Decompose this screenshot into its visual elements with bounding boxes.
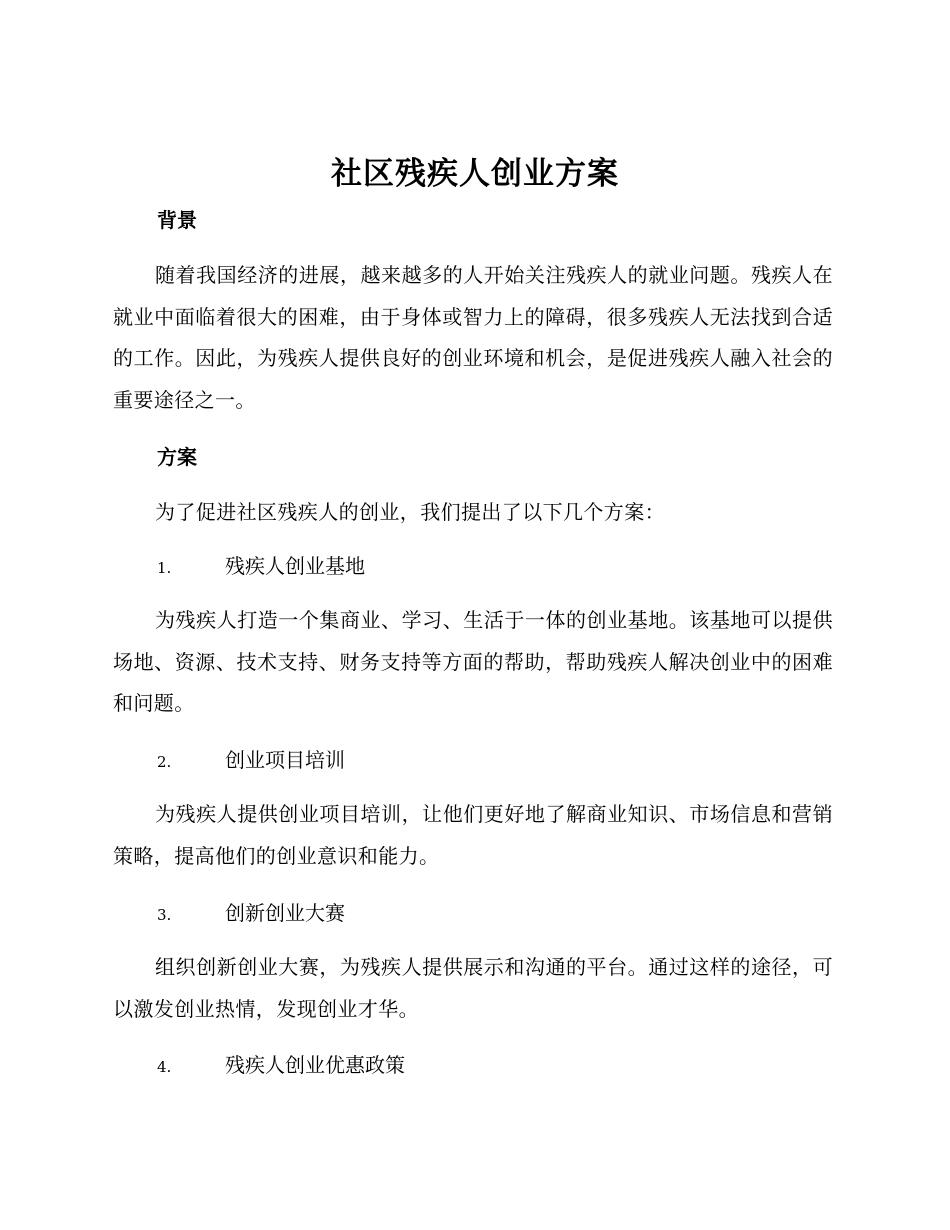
list-item-1 [157,552,365,582]
list-item-title: 创新创业大赛 [225,901,345,925]
list-item-title: 残疾人创业优惠政策 [225,1053,405,1077]
section-heading-plan: 方案 [157,445,197,469]
list-item-3-paragraph: 组织创新创业大赛，为残疾人提供展示和沟通的平台。通过这样的途径，可以激发创业热情，发现创业才华。 [113,955,833,1021]
list-item-number: 2. [157,753,172,771]
document-title: 社区残疾人创业方案 [331,156,619,192]
list-item-4 [157,1051,405,1081]
list-item-number: 3. [157,906,172,924]
list-item-title: 创业项目培训 [225,748,345,772]
background-paragraph: 随着我国经济的进展，越来越多的人开始关注残疾人的就业问题。残疾人在就业中面临着很大的困难，由于身体或智力上的障碍，很多残疾人无法找到合适的工作。因此，为残疾人提供良好的创业环境和机会，是促进残疾人融入社会的重要途径之一。 [113,263,833,412]
section-heading-background: 背景 [157,208,197,232]
list-item-2-paragraph: 为残疾人提供创业项目培训，让他们更好地了解商业知识、市场信息和营销策略，提高他们的创业意识和能力。 [113,802,833,868]
list-item-number: 1. [157,559,172,577]
plan-intro-paragraph: 为了促进社区残疾人的创业，我们提出了以下几个方案： [155,500,665,524]
list-item-3 [157,899,345,929]
list-item-2 [157,746,345,776]
list-item-1-paragraph: 为残疾人打造一个集商业、学习、生活于一体的创业基地。该基地可以提供场地、资源、技术支持、财务支持等方面的帮助，帮助残疾人解决创业中的困难和问题。 [113,608,833,715]
list-item-title: 残疾人创业基地 [225,554,365,578]
list-item-number: 4. [157,1058,172,1076]
